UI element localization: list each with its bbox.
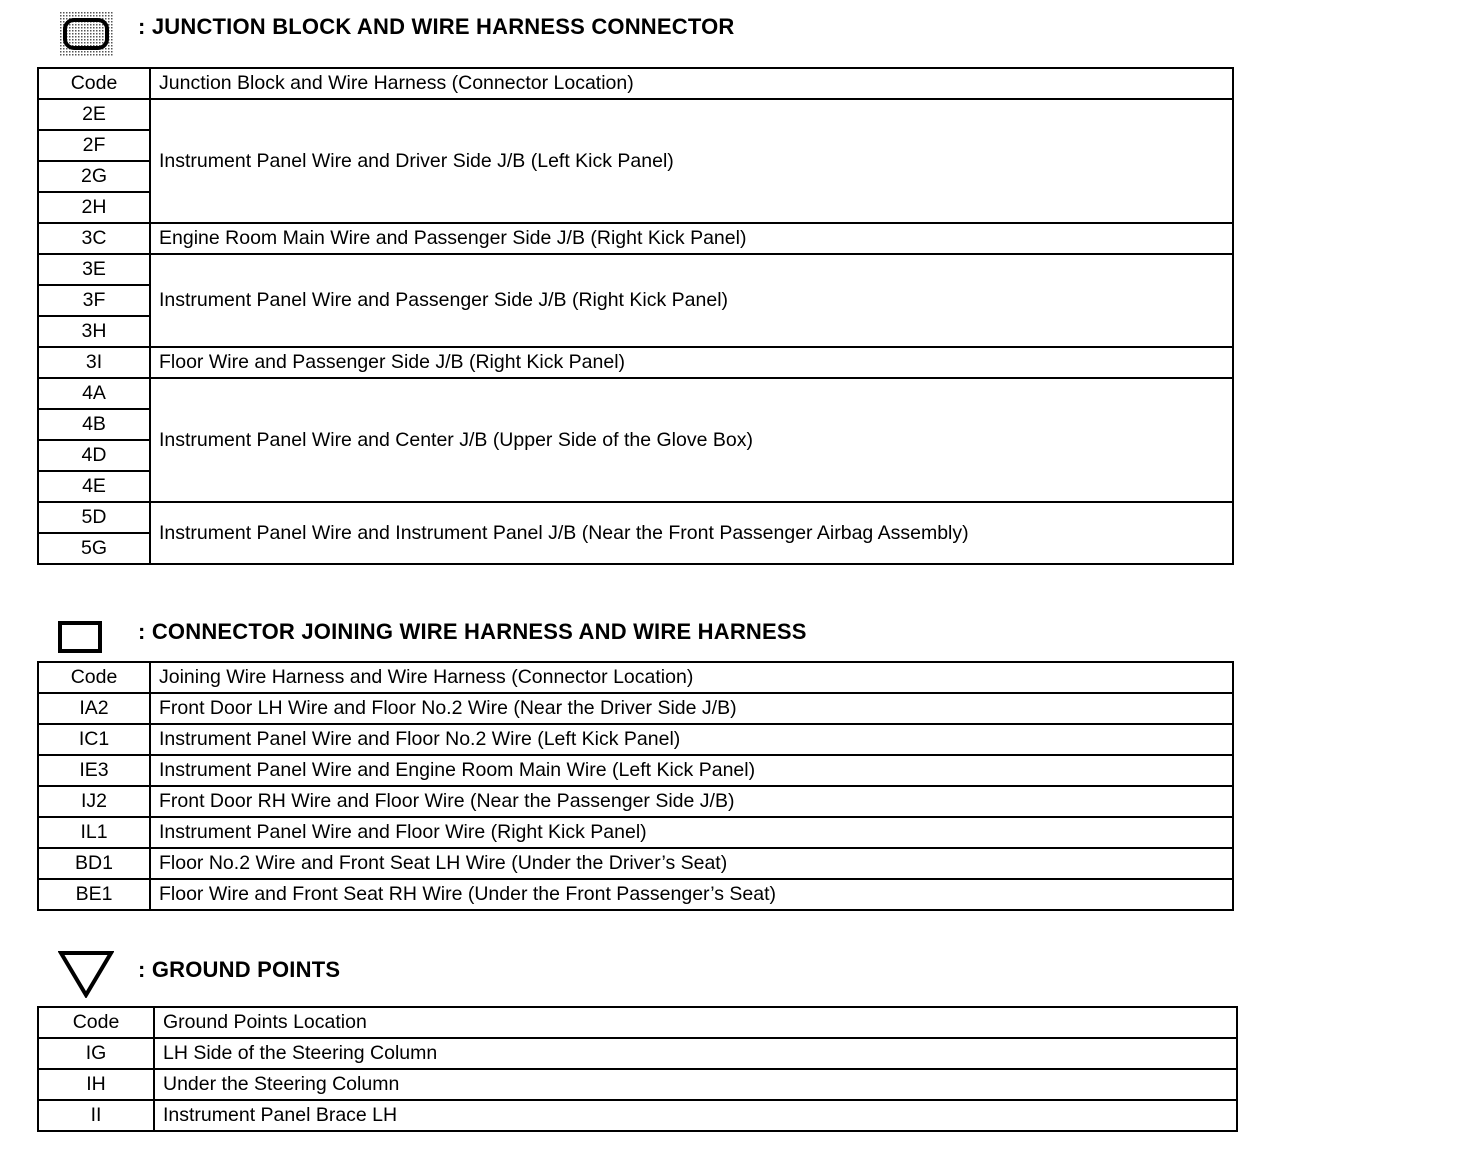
table-row <box>38 1038 1237 1069</box>
junction-block-table <box>37 67 1234 565</box>
header-description: Joining Wire Harness and Wire Harness (Connector Location) <box>150 662 1233 693</box>
row-code: 2G <box>38 161 150 192</box>
table-row <box>38 693 1233 724</box>
row-code: BE1 <box>38 879 150 910</box>
table-row <box>38 378 1233 409</box>
row-code: IJ2 <box>38 786 150 817</box>
table-row <box>38 223 1233 254</box>
row-code: 5G <box>38 533 150 564</box>
table-header-row <box>38 1007 1237 1038</box>
row-code: IG <box>38 1038 154 1069</box>
row-description: Instrument Panel Brace LH <box>154 1100 1237 1131</box>
header-description: Junction Block and Wire Harness (Connector Location) <box>150 68 1233 99</box>
header-description: Ground Points Location <box>154 1007 1237 1038</box>
row-code: 4D <box>38 440 150 471</box>
table-header-row <box>38 662 1233 693</box>
table-row <box>38 755 1233 786</box>
row-description: Front Door LH Wire and Floor No.2 Wire (Near the Driver Side J/B) <box>150 693 1233 724</box>
row-description: Instrument Panel Wire and Instrument Panel J/B (Near the Front Passenger Airbag Assembly) <box>150 502 1233 564</box>
row-code: IH <box>38 1069 154 1100</box>
table-row <box>38 1069 1237 1100</box>
table-row <box>38 879 1233 910</box>
header-code: Code <box>38 1007 154 1038</box>
row-description: Engine Room Main Wire and Passenger Side J/B (Right Kick Panel) <box>150 223 1233 254</box>
row-code: IC1 <box>38 724 150 755</box>
row-code: 5D <box>38 502 150 533</box>
table-row <box>38 724 1233 755</box>
table-row <box>38 347 1233 378</box>
row-code: 4E <box>38 471 150 502</box>
row-description: Instrument Panel Wire and Center J/B (Upper Side of the Glove Box) <box>150 378 1233 502</box>
table-row <box>38 786 1233 817</box>
row-description: Instrument Panel Wire and Floor Wire (Right Kick Panel) <box>150 817 1233 848</box>
connector-joining-table <box>37 661 1234 911</box>
row-code: 3I <box>38 347 150 378</box>
row-description: Instrument Panel Wire and Floor No.2 Wire (Left Kick Panel) <box>150 724 1233 755</box>
square-outline-icon <box>58 621 102 653</box>
row-code: 2E <box>38 99 150 130</box>
row-code: IL1 <box>38 817 150 848</box>
ground-points-table <box>37 1006 1238 1132</box>
row-code: 3H <box>38 316 150 347</box>
row-code: 3E <box>38 254 150 285</box>
table-row <box>38 502 1233 533</box>
table-row <box>38 848 1233 879</box>
row-description: LH Side of the Steering Column <box>154 1038 1237 1069</box>
triangle-down-icon <box>58 950 114 998</box>
rounded-square-hatched-icon <box>60 12 114 56</box>
table-row <box>38 817 1233 848</box>
row-description: Floor No.2 Wire and Front Seat LH Wire (Under the Driver’s Seat) <box>150 848 1233 879</box>
table-row <box>38 1100 1237 1131</box>
header-code: Code <box>38 662 150 693</box>
row-code: IE3 <box>38 755 150 786</box>
row-code: 2H <box>38 192 150 223</box>
row-description: Instrument Panel Wire and Engine Room Main Wire (Left Kick Panel) <box>150 755 1233 786</box>
row-code: 2F <box>38 130 150 161</box>
row-description: Floor Wire and Front Seat RH Wire (Under the Front Passenger’s Seat) <box>150 879 1233 910</box>
table-header-row <box>38 68 1233 99</box>
row-code: 3C <box>38 223 150 254</box>
row-description: Under the Steering Column <box>154 1069 1237 1100</box>
row-code: 4B <box>38 409 150 440</box>
row-description: Front Door RH Wire and Floor Wire (Near the Passenger Side J/B) <box>150 786 1233 817</box>
row-description: Instrument Panel Wire and Driver Side J/B (Left Kick Panel) <box>150 99 1233 223</box>
header-code: Code <box>38 68 150 99</box>
table-row <box>38 99 1233 130</box>
row-code: 4A <box>38 378 150 409</box>
row-code: BD1 <box>38 848 150 879</box>
row-code: II <box>38 1100 154 1131</box>
section-heading-junction-block: : JUNCTION BLOCK AND WIRE HARNESS CONNECTOR <box>138 14 735 39</box>
row-code: 3F <box>38 285 150 316</box>
row-code: IA2 <box>38 693 150 724</box>
row-description: Instrument Panel Wire and Passenger Side J/B (Right Kick Panel) <box>150 254 1233 347</box>
section-heading-ground-points: : GROUND POINTS <box>138 957 341 982</box>
table-row <box>38 254 1233 285</box>
row-description: Floor Wire and Passenger Side J/B (Right Kick Panel) <box>150 347 1233 378</box>
section-heading-connector-joining: : CONNECTOR JOINING WIRE HARNESS AND WIRE HARNESS <box>138 619 807 644</box>
